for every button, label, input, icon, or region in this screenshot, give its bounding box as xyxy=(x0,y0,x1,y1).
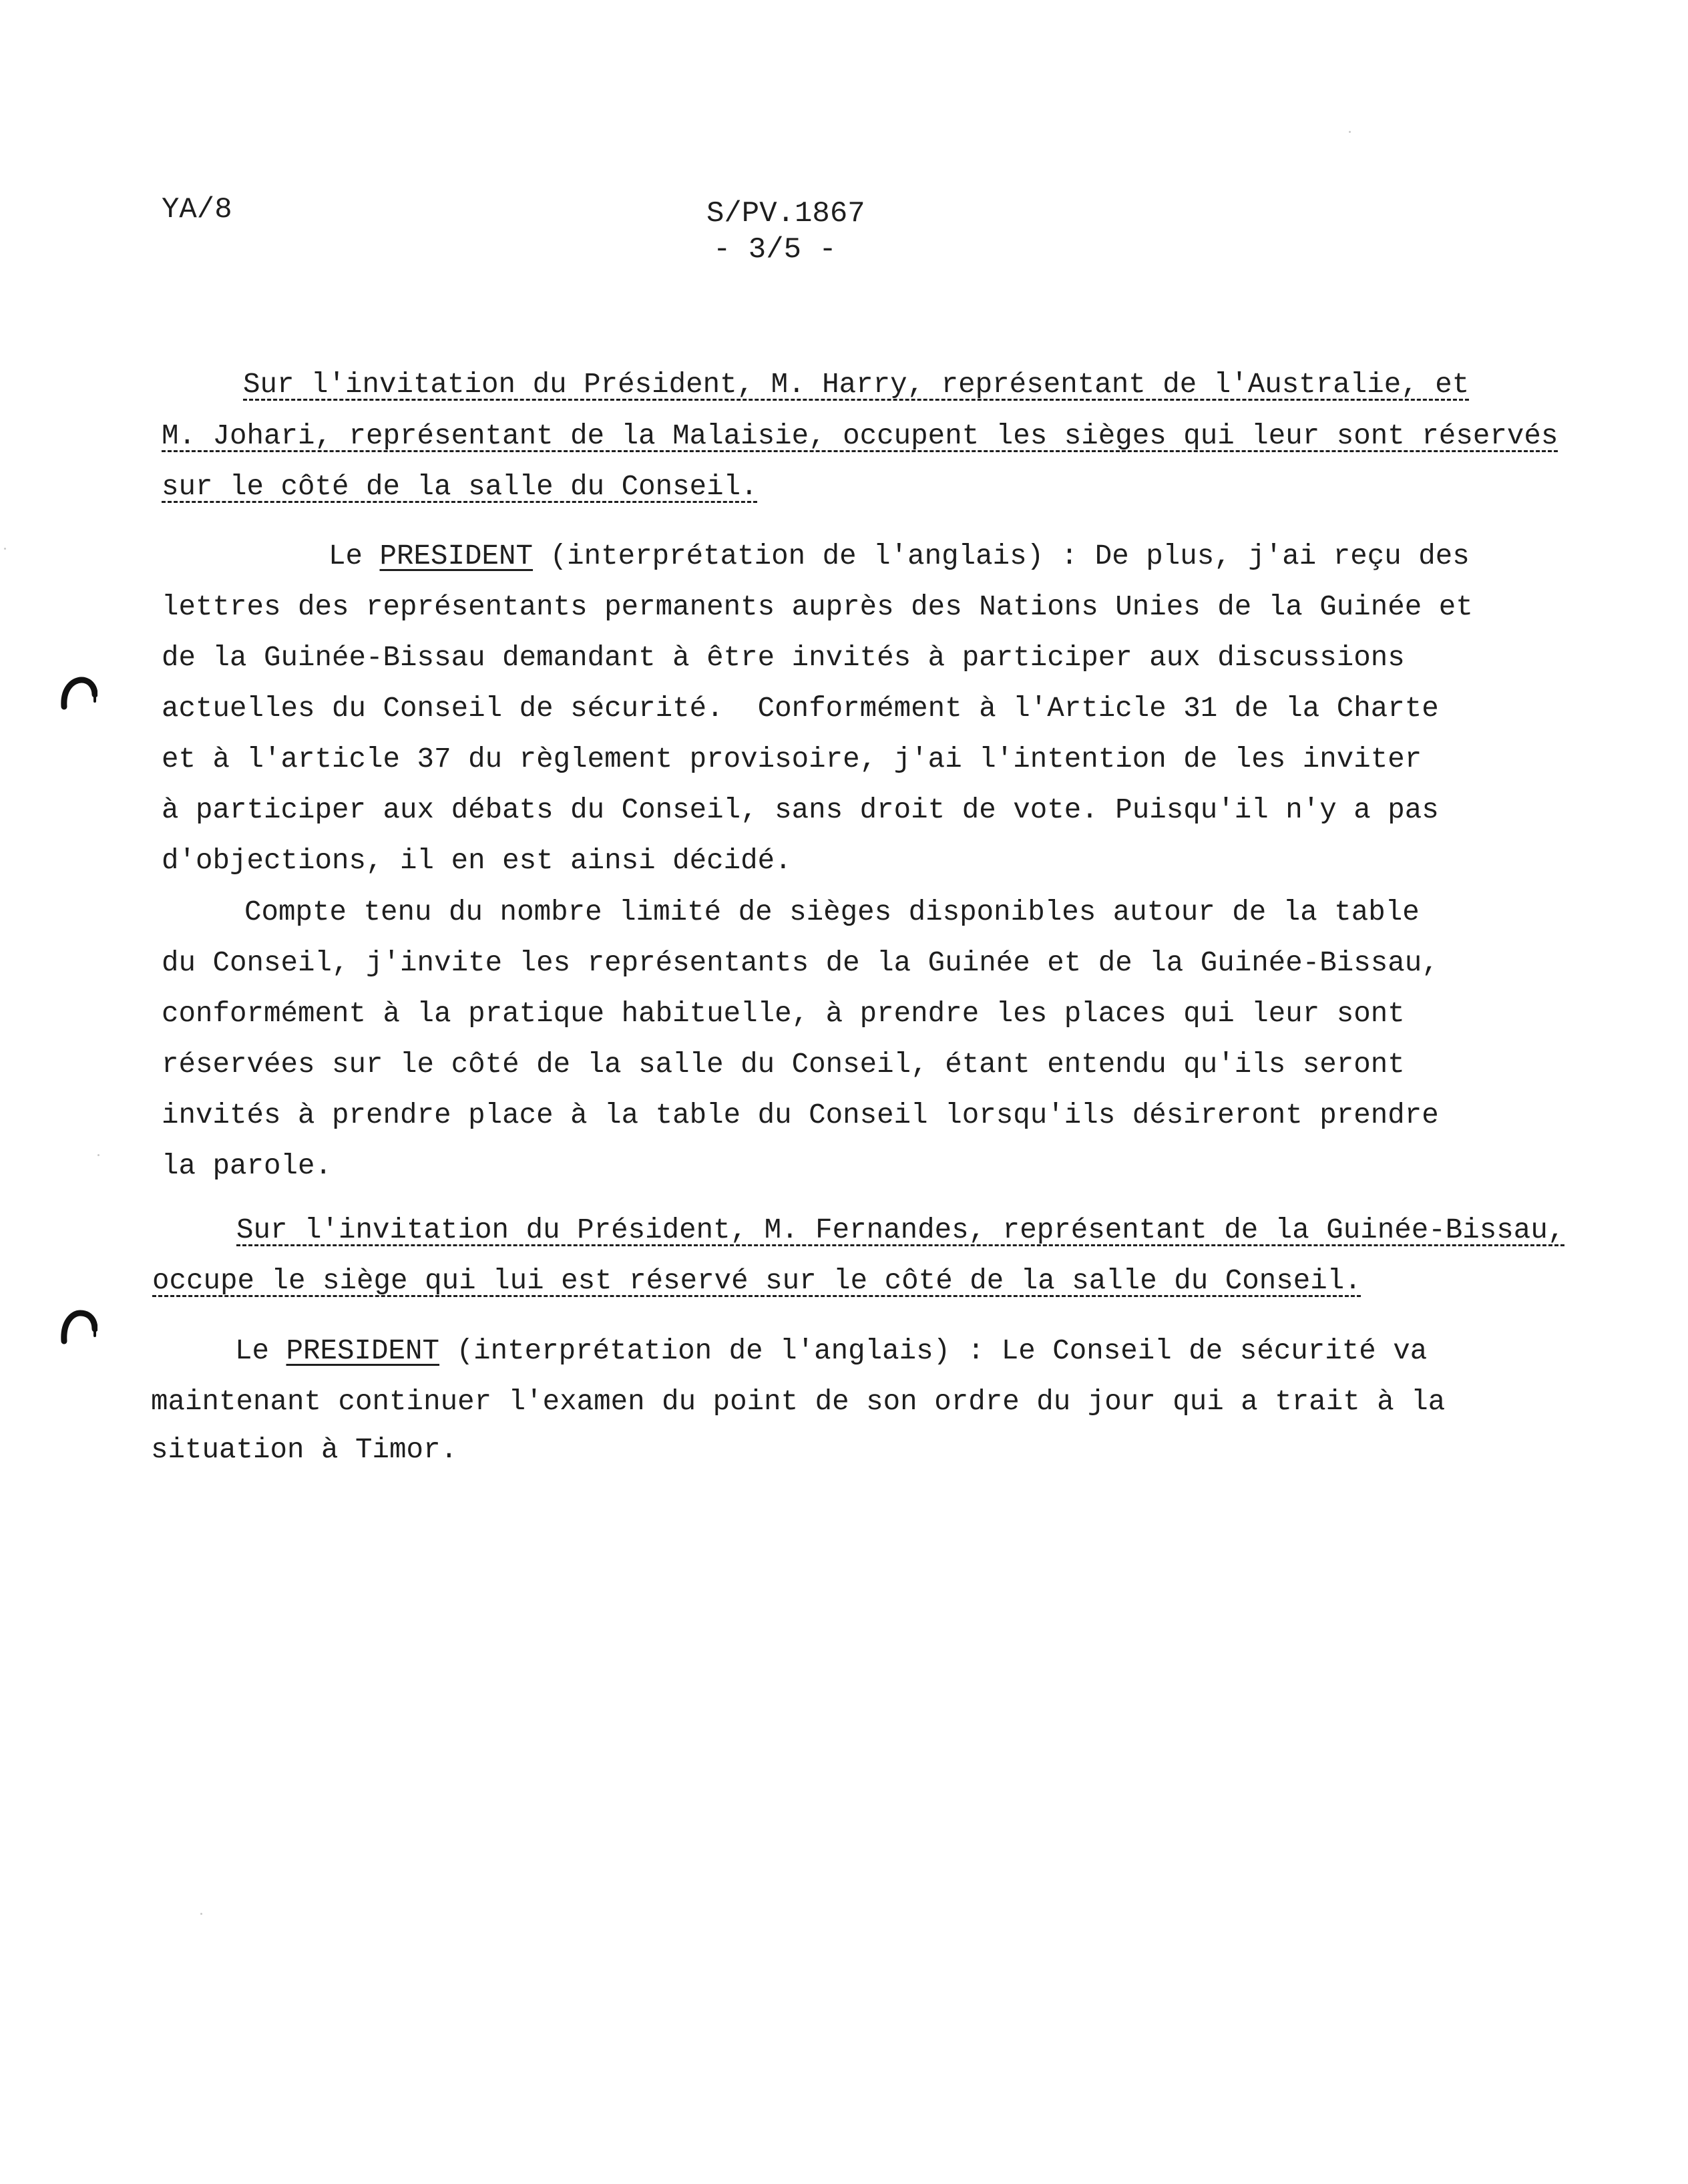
speech-line: conformément à la pratique habituelle, à prendre les places qui leur sont xyxy=(162,998,1405,1030)
binder-hole-mark xyxy=(59,1308,97,1346)
speech-line xyxy=(329,542,1470,571)
speech-line: actuelles du Conseil de sécurité. Conformément à l'Article 31 de la Charte xyxy=(162,693,1439,725)
paper-speck xyxy=(1349,131,1351,133)
speech-line: d'objections, il en est ainsi décidé. xyxy=(162,845,792,877)
stage-direction-line: occupe le siège qui lui est réservé sur le côté de la salle du Conseil. xyxy=(152,1265,1361,1297)
speaker-name: PRESIDENT xyxy=(286,1335,440,1367)
stage-direction-line: M. Johari, représentant de la Malaisie, occupent les sièges qui leur sont réservés xyxy=(162,420,1558,452)
page-marker: - 3/5 - xyxy=(713,233,837,266)
speech-line: à participer aux débats du Conseil, sans droit de vote. Puisqu'il n'y a pas xyxy=(162,794,1439,826)
paper-speck xyxy=(4,548,6,550)
speech-line: la parole. xyxy=(162,1150,333,1182)
speech-line: invités à prendre place à la table du Conseil lorsqu'ils désireront prendre xyxy=(162,1099,1439,1131)
speaker-prefix: Le xyxy=(235,1335,286,1367)
speech-line: Compte tenu du nombre limité de sièges disponibles autour de la table xyxy=(244,896,1420,928)
speech-line: lettres des représentants permanents auprès des Nations Unies de la Guinée et xyxy=(162,591,1473,623)
speech-line: et à l'article 37 du règlement provisoire, j'ai l'intention de les inviter xyxy=(162,743,1422,775)
speech-line: situation à Timor. xyxy=(151,1434,458,1466)
speaker-prefix: Le xyxy=(329,540,380,572)
paper-speck xyxy=(200,1913,202,1915)
speaker-name: PRESIDENT xyxy=(379,540,534,572)
stage-direction-line: Sur l'invitation du Président, M. Fernandes, représentant de la Guinée-Bissau, xyxy=(236,1214,1565,1246)
speech-line: réservées sur le côté de la salle du Conseil, étant entendu qu'ils seront xyxy=(162,1049,1405,1081)
speech-line: maintenant continuer l'examen du point de son ordre du jour qui a trait à la xyxy=(151,1386,1446,1418)
speech-line: du Conseil, j'invite les représentants de la Guinée et de la Guinée-Bissau, xyxy=(162,947,1439,979)
reference-code: YA/8 xyxy=(162,193,232,226)
binder-hole-mark xyxy=(59,675,97,713)
speech-line: de la Guinée-Bissau demandant à être invités à participer aux discussions xyxy=(162,642,1405,674)
paper-speck xyxy=(97,1154,99,1156)
speech-line xyxy=(235,1337,1427,1366)
stage-direction-line: Sur l'invitation du Président, M. Harry, représentant de l'Australie, et xyxy=(243,369,1470,401)
stage-direction-line: sur le côté de la salle du Conseil. xyxy=(162,471,758,503)
speech-text: (interprétation de l'anglais) : Le Conseil de sécurité va xyxy=(439,1335,1428,1367)
speech-text: (interprétation de l'anglais) : De plus, j'ai reçu des xyxy=(533,540,1470,572)
document-symbol: S/PV.1867 xyxy=(706,197,865,230)
